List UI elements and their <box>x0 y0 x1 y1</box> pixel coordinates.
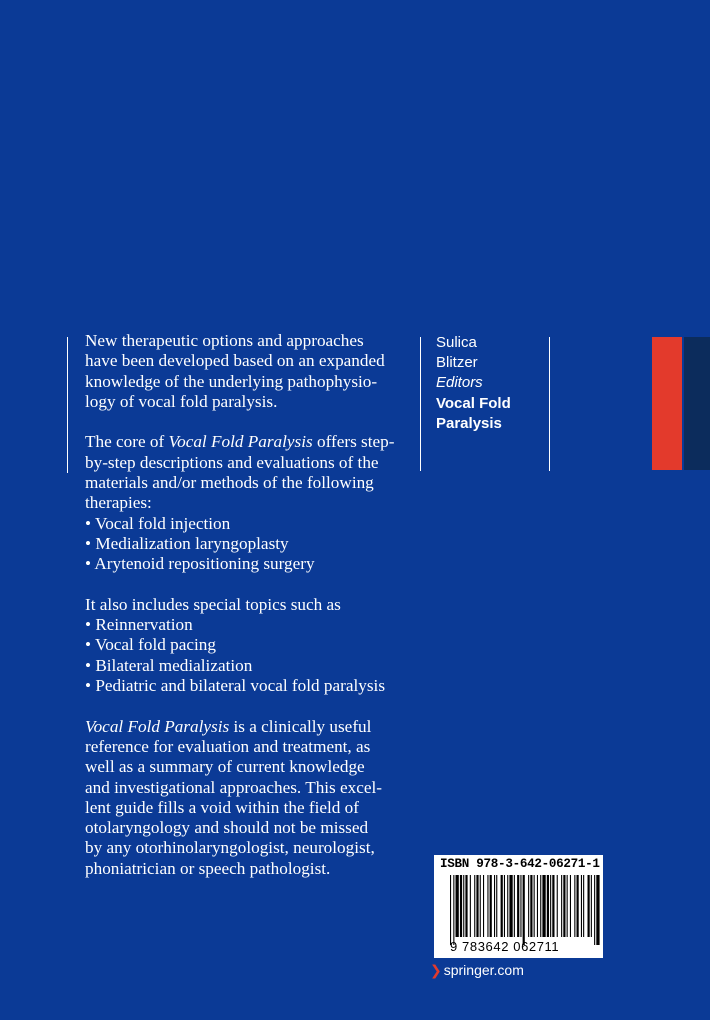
text-line: by-step descriptions and evaluations of the <box>85 452 379 472</box>
text-line: lent guide fills a void within the field of <box>85 797 359 817</box>
barcode-bar <box>596 875 599 945</box>
barcode-bar <box>537 875 538 937</box>
closing-paragraph <box>85 717 415 879</box>
red-accent-bar <box>652 337 682 470</box>
barcode-bar <box>520 875 521 937</box>
barcode-bar <box>588 875 590 937</box>
barcode-bar <box>496 875 497 937</box>
barcode-bar <box>561 875 562 937</box>
barcode-bar <box>557 875 558 937</box>
text-line: therapies: <box>85 493 152 513</box>
book-title-italic: Vocal Fold Paralysis <box>168 432 313 452</box>
barcode-bar <box>476 875 478 937</box>
barcode-bar <box>483 875 484 937</box>
barcode-bar <box>528 875 529 937</box>
barcode-bar <box>523 875 525 945</box>
barcode-bar <box>487 875 488 937</box>
book-title-italic: Vocal Fold Paralysis <box>85 716 230 736</box>
text-line: by any otorhinolaryngologist, neurologist, <box>85 838 375 858</box>
text-line: well as a summary of current knowledge <box>85 757 365 777</box>
barcode-bar <box>501 875 503 937</box>
barcode-bar <box>547 875 549 937</box>
core-paragraph <box>85 432 415 574</box>
left-divider-line <box>67 337 68 473</box>
barcode-bars <box>448 875 600 945</box>
barcode-bar <box>567 875 568 937</box>
publisher-url: springer.com <box>443 962 524 978</box>
text-line: It also includes special topics such as <box>85 594 341 614</box>
intro-paragraph <box>85 331 415 412</box>
editors-label: Editors <box>436 374 483 392</box>
isbn-label: ISBN 978-3-642-06271-1 <box>440 857 600 871</box>
barcode-bar <box>594 875 595 945</box>
description-text <box>85 331 415 899</box>
topic-list-item: • Bilateral medialization <box>85 655 253 675</box>
middle-divider-line <box>420 337 421 471</box>
barcode-bar <box>534 875 535 937</box>
isbn-barcode <box>434 855 603 958</box>
ean-digits: 9 783642 062711 <box>450 939 560 954</box>
barcode-bar <box>530 875 532 937</box>
text-line: phoniatrician or speech pathologist. <box>85 858 331 878</box>
author-name: Blitzer <box>436 354 478 372</box>
barcode-bar <box>563 875 565 937</box>
barcode-bar <box>577 875 579 937</box>
barcode-bar <box>583 875 584 937</box>
text-line: and investigational approaches. This excel- <box>85 777 383 797</box>
barcode-bar <box>470 875 471 937</box>
text-line: reference for evaluation and treatment, as <box>85 736 371 756</box>
barcode-bar <box>460 875 462 937</box>
book-credits <box>436 333 511 434</box>
topic-list-item: • Vocal fold pacing <box>85 635 216 655</box>
barcode-bar <box>490 875 492 937</box>
barcode-bar <box>550 875 551 937</box>
barcode-bar <box>517 875 519 937</box>
barcode-bar <box>591 875 592 937</box>
therapy-list-item: • Vocal fold injection <box>85 513 231 533</box>
special-topics-paragraph <box>85 595 415 696</box>
author-name: Sulica <box>436 334 477 351</box>
barcode-bar <box>540 875 541 937</box>
topic-list-item: • Pediatric and bilateral vocal fold paralysis <box>85 676 386 696</box>
barcode-bar <box>504 875 505 937</box>
topic-list-item: • Reinnervation <box>85 615 193 635</box>
barcode-bar <box>450 875 451 945</box>
therapy-list-item: • Arytenoid repositioning surgery <box>85 554 315 574</box>
text-line: have been developed based on an expanded <box>85 351 385 371</box>
barcode-bar <box>509 875 512 937</box>
book-title-line: Paralysis <box>436 414 502 432</box>
barcode-bar <box>480 875 481 937</box>
text-line: Vocal Fold Paralysis is a clinically useful <box>85 716 372 736</box>
barcode-bar <box>542 875 545 937</box>
barcode-bar <box>456 875 459 937</box>
chevron-right-icon: ❯ <box>430 962 442 978</box>
publisher-link[interactable] <box>430 962 524 979</box>
text-line: otolaryngology and should not be missed <box>85 818 369 838</box>
barcode-bar <box>474 875 475 937</box>
barcode-bar <box>574 875 575 937</box>
barcode-bar <box>507 875 508 937</box>
text-line: The core of Vocal Fold Paralysis offers step- <box>85 432 395 452</box>
barcode-bar <box>514 875 515 937</box>
barcode-bar <box>570 875 571 937</box>
barcode-bar <box>463 875 464 937</box>
barcode-bar <box>494 875 495 937</box>
text-line: knowledge of the underlying pathophysio- <box>85 371 378 391</box>
text-line: New therapeutic options and approaches <box>85 331 364 350</box>
text-line: materials and/or methods of the following <box>85 473 374 493</box>
text-line: logy of vocal fold paralysis. <box>85 391 278 411</box>
therapy-list-item: • Medialization laryngoplasty <box>85 533 289 553</box>
book-title-line: Vocal Fold <box>436 394 511 412</box>
barcode-bar <box>581 875 582 937</box>
navy-accent-bar <box>684 337 710 470</box>
right-divider-line <box>549 337 550 471</box>
barcode-bar <box>465 875 467 937</box>
barcode-bar <box>453 875 454 945</box>
barcode-bar <box>552 875 554 937</box>
